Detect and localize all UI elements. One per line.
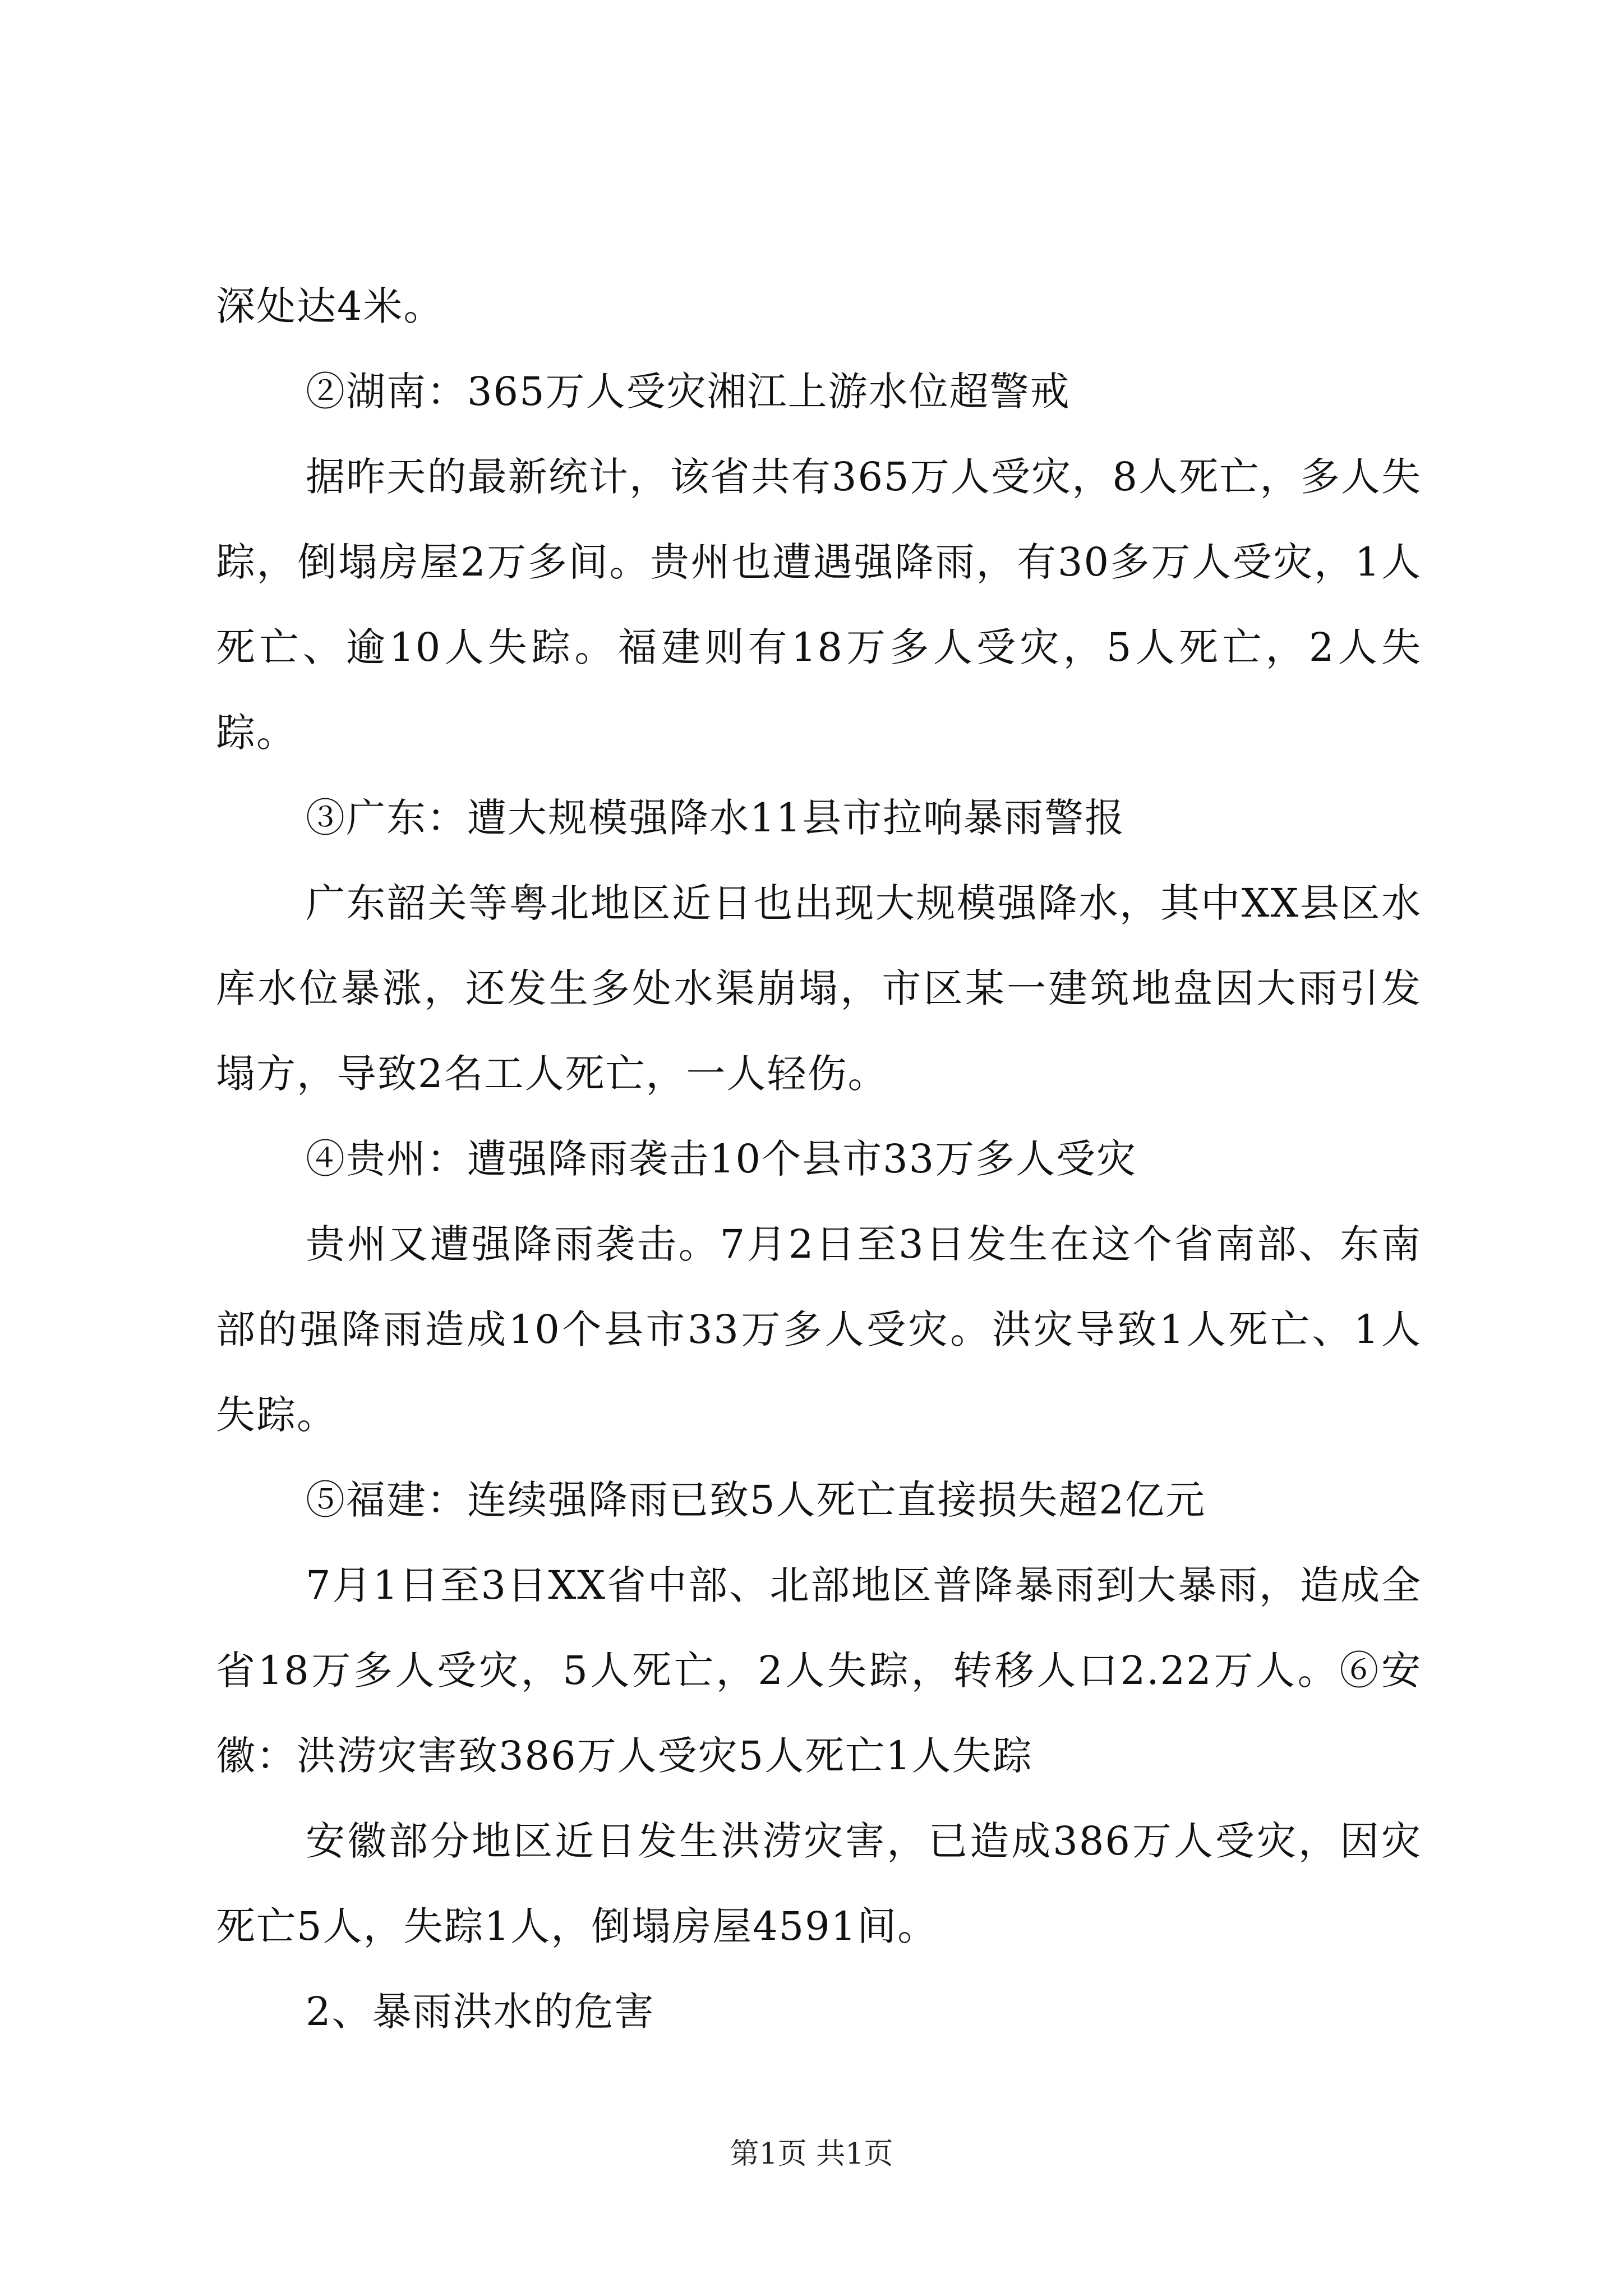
section-heading-hazards: 2、暴雨洪水的危害 — [306, 1989, 655, 2035]
section-heading-guangdong: ③广东：遭大规模强降水11县市拉响暴雨警报 — [306, 795, 1126, 841]
page-footer — [0, 2134, 1623, 2174]
paragraph: 7月1日至3日XX省中部、北部地区普降暴雨到大暴雨，造成全省18万多人受灾，5人死亡，2人失踪，转移人口2.22万人。⑥安徽：洪涝灾害致386万人受灾5人死亡1人失踪 — [216, 1562, 1422, 1779]
paragraph: 据昨天的最新统计，该省共有365万人受灾，8人死亡，多人失踪，倒塌房屋2万多间。贵州也遭遇强降雨，有30多万人受灾，1人死亡、逾10人失踪。福建则有18万多人受灾，5人死亡，2人失踪。 — [216, 454, 1422, 756]
section-heading-fujian: ⑤福建：连续强降雨已致5人死亡直接损失超2亿元 — [306, 1477, 1206, 1523]
section-heading-guizhou: ④贵州：遭强降雨袭击10个县市33万多人受灾 — [306, 1136, 1137, 1182]
paragraph: 深处达4米。 — [216, 283, 444, 329]
paragraph: 贵州又遭强降雨袭击。7月2日至3日发生在这个省南部、东南部的强降雨造成10个县市33万多人受灾。洪灾导致1人死亡、1人失踪。 — [216, 1221, 1422, 1438]
section-heading-hunan: ②湖南：365万人受灾湘江上游水位超警戒 — [306, 369, 1071, 415]
paragraph: 广东韶关等粤北地区近日也出现大规模强降水，其中XX县区水库水位暴涨，还发生多处水渠崩塌，市区某一建筑地盘因大雨引发塌方，导致2名工人死亡，一人轻伤。 — [216, 880, 1422, 1097]
paragraph: 安徽部分地区近日发生洪涝灾害，已造成386万人受灾，因灾死亡5人，失踪1人，倒塌房屋4591间。 — [216, 1818, 1422, 1949]
document-body — [216, 264, 1422, 2054]
page-number: 第1页 共1页 — [730, 2137, 893, 2171]
